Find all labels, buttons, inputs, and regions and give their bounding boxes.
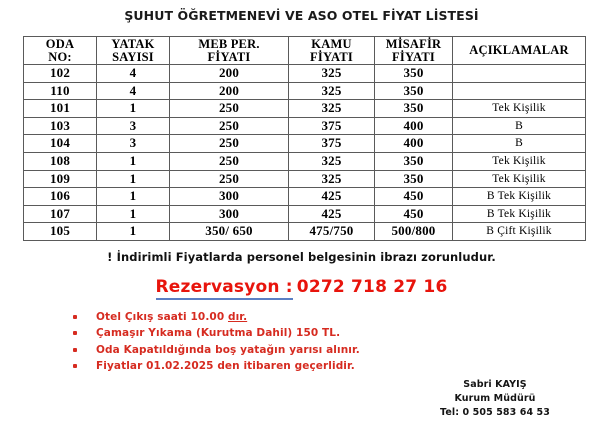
cell-misafir-fiyati: 450	[375, 188, 453, 206]
cell-yatak-sayisi: 4	[97, 65, 170, 83]
bullet-icon	[73, 364, 77, 368]
table-row	[24, 117, 586, 135]
cell-oda-no: 106	[24, 188, 97, 206]
table-row	[24, 170, 586, 188]
cell-oda-no: 108	[24, 152, 97, 170]
cell-aciklama	[453, 82, 586, 100]
cell-misafir-fiyati: 500/800	[375, 223, 453, 241]
column-header-meb-per-fiyati-line2: FİYATI	[207, 49, 251, 64]
column-header-oda-no-line1: ODA	[45, 36, 75, 51]
signature-name: Sabri KAYIŞ	[463, 379, 527, 390]
table-row	[24, 188, 586, 206]
column-header-kamu-fiyati	[289, 37, 375, 65]
table-header-row	[24, 37, 586, 65]
cell-meb-per-fiyati: 250	[170, 100, 289, 118]
cell-aciklama: B Tek Kişilik	[453, 205, 586, 223]
cell-misafir-fiyati: 450	[375, 205, 453, 223]
cell-aciklama: B	[453, 117, 586, 135]
cell-misafir-fiyati: 400	[375, 117, 453, 135]
cell-kamu-fiyati: 325	[289, 170, 375, 188]
bullet-icon	[73, 331, 77, 335]
cell-aciklama: B Tek Kişilik	[453, 188, 586, 206]
cell-meb-per-fiyati: 300	[170, 205, 289, 223]
cell-meb-per-fiyati: 200	[170, 82, 289, 100]
cell-aciklama: Tek Kişilik	[453, 170, 586, 188]
table-row	[24, 65, 586, 83]
cell-yatak-sayisi: 1	[97, 100, 170, 118]
column-header-misafir-fiyati	[375, 37, 453, 65]
table-row	[24, 82, 586, 100]
list-item	[72, 342, 360, 358]
column-header-meb-per-fiyati-line1: MEB PER.	[198, 36, 260, 51]
cell-oda-no: 101	[24, 100, 97, 118]
signature-phone: Tel: 0 505 583 64 53	[440, 407, 550, 418]
cell-yatak-sayisi: 3	[97, 117, 170, 135]
cell-oda-no: 110	[24, 82, 97, 100]
table-row	[24, 152, 586, 170]
column-header-aciklamalar-line1: AÇIKLAMALAR	[469, 43, 569, 57]
table-row	[24, 100, 586, 118]
cell-yatak-sayisi: 1	[97, 223, 170, 241]
cell-kamu-fiyati: 325	[289, 82, 375, 100]
cell-misafir-fiyati: 400	[375, 135, 453, 153]
cell-yatak-sayisi: 4	[97, 82, 170, 100]
list-item	[72, 325, 360, 341]
cell-kamu-fiyati: 475/750	[289, 223, 375, 241]
cell-kamu-fiyati: 425	[289, 188, 375, 206]
cell-oda-no: 105	[24, 223, 97, 241]
column-header-oda-no	[24, 37, 97, 65]
discount-notice: ! İndirimli Fiyatlarda personel belgesinin ibrazı zorunludur.	[107, 250, 496, 264]
rule-text: Otel Çıkış saati 10.00	[96, 311, 228, 323]
cell-kamu-fiyati: 375	[289, 117, 375, 135]
column-header-kamu-fiyati-line2: FİYATI	[310, 49, 353, 64]
column-header-oda-no-line2: NO:	[48, 49, 72, 64]
cell-kamu-fiyati: 325	[289, 100, 375, 118]
cell-oda-no: 104	[24, 135, 97, 153]
cell-yatak-sayisi: 3	[97, 135, 170, 153]
cell-misafir-fiyati: 350	[375, 65, 453, 83]
cell-meb-per-fiyati: 200	[170, 65, 289, 83]
column-header-yatak-sayisi-line2: SAYISI	[112, 49, 154, 64]
cell-aciklama: B Çift Kişilik	[453, 223, 586, 241]
cell-aciklama: Tek Kişilik	[453, 100, 586, 118]
cell-misafir-fiyati: 350	[375, 100, 453, 118]
cell-misafir-fiyati: 350	[375, 170, 453, 188]
price-table	[23, 36, 586, 241]
cell-misafir-fiyati: 350	[375, 82, 453, 100]
reservation-line	[0, 277, 603, 297]
cell-oda-no: 103	[24, 117, 97, 135]
cell-kamu-fiyati: 425	[289, 205, 375, 223]
table-row	[24, 135, 586, 153]
table-row	[24, 223, 586, 241]
signature-role: Kurum Müdürü	[454, 393, 536, 404]
cell-meb-per-fiyati: 300	[170, 188, 289, 206]
rule-text-underlined: dır.	[227, 311, 248, 323]
column-header-misafir-fiyati-line1: MİSAFİR	[385, 36, 442, 51]
column-header-meb-per-fiyati	[170, 37, 289, 65]
list-item	[72, 309, 360, 325]
price-table-container	[23, 36, 579, 241]
cell-kamu-fiyati: 325	[289, 65, 375, 83]
rule-text: Fiyatlar 01.02.2025 den itibaren geçerlidir.	[96, 360, 355, 373]
rule-text: Oda Kapatıldığında boş yatağın yarısı alınır.	[96, 343, 360, 356]
cell-kamu-fiyati: 375	[289, 135, 375, 153]
column-header-kamu-fiyati-line1: KAMU	[311, 36, 352, 51]
reservation-phone: 0272 718 27 16	[296, 277, 448, 297]
cell-aciklama	[453, 65, 586, 83]
cell-meb-per-fiyati: 250	[170, 152, 289, 170]
cell-meb-per-fiyati: 250	[170, 117, 289, 135]
cell-yatak-sayisi: 1	[97, 170, 170, 188]
column-header-yatak-sayisi	[97, 37, 170, 65]
column-header-yatak-sayisi-line1: YATAK	[111, 36, 155, 51]
cell-meb-per-fiyati: 250	[170, 135, 289, 153]
column-header-misafir-fiyati-line2: FİYATI	[392, 49, 435, 64]
signature-block	[400, 378, 590, 420]
cell-oda-no: 107	[24, 205, 97, 223]
cell-oda-no: 102	[24, 65, 97, 83]
table-row	[24, 205, 586, 223]
cell-yatak-sayisi: 1	[97, 188, 170, 206]
page-title: ŞUHUT ÖĞRETMENEVİ VE ASO OTEL FİYAT LİSTESİ	[124, 8, 479, 23]
cell-aciklama: Tek Kişilik	[453, 152, 586, 170]
price-table-header	[24, 37, 586, 65]
rule-text: Çamaşır Yıkama (Kurutma Dahil) 150 TL.	[96, 327, 341, 340]
column-header-aciklamalar	[453, 37, 586, 65]
bullet-icon	[73, 315, 77, 319]
rules-list	[72, 309, 360, 375]
reservation-label: Rezervasyon :	[156, 277, 293, 300]
cell-oda-no: 109	[24, 170, 97, 188]
bullet-icon	[73, 348, 77, 352]
cell-aciklama: B	[453, 135, 586, 153]
cell-kamu-fiyati: 325	[289, 152, 375, 170]
cell-yatak-sayisi: 1	[97, 152, 170, 170]
cell-yatak-sayisi: 1	[97, 205, 170, 223]
cell-misafir-fiyati: 350	[375, 152, 453, 170]
cell-meb-per-fiyati: 250	[170, 170, 289, 188]
price-table-body	[24, 65, 586, 241]
list-item	[72, 358, 360, 374]
cell-meb-per-fiyati: 350/ 650	[170, 223, 289, 241]
